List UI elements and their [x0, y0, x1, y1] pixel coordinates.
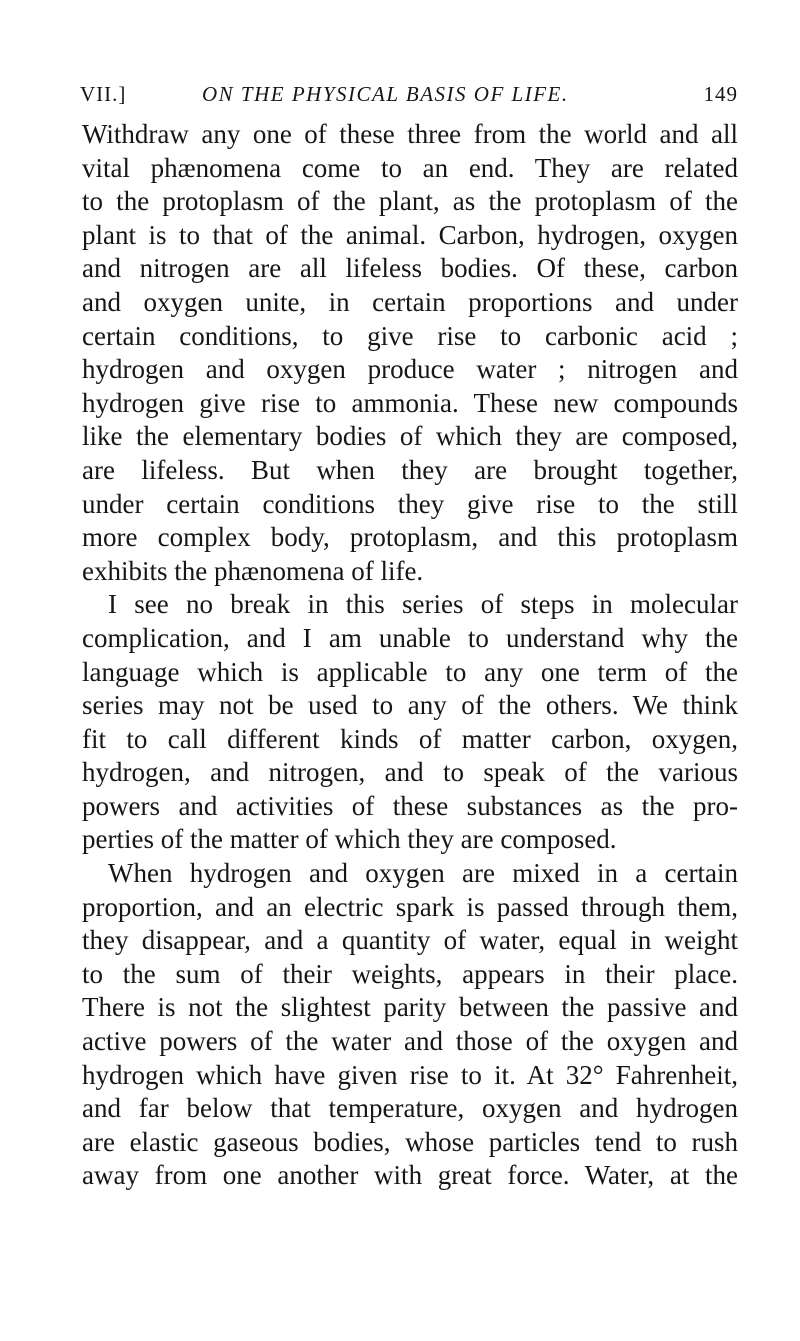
text-line: series may not be used to any of the others. We think — [82, 690, 738, 721]
text-line: like the elementary bodies of which they are composed, — [82, 421, 738, 452]
text-line: When hydrogen and oxygen are mixed in a certain — [108, 858, 738, 889]
running-header — [80, 82, 738, 114]
text-line: to the protoplasm of the plant, as the protoplasm of the — [82, 186, 738, 217]
text-line: more complex body, protoplasm, and this protoplasm — [82, 522, 738, 553]
text-line: language which is applicable to any one term of the — [82, 656, 738, 687]
text-line: vital phænomena come to an end. They are related — [82, 152, 738, 183]
text-line: complication, and I am unable to understand why the — [82, 622, 738, 653]
text-line: hydrogen which have given rise to it. At 32° Fahrenheit, — [82, 1059, 738, 1090]
body-text — [82, 118, 738, 1193]
text-line: There is not the slightest parity between the passive and — [82, 992, 738, 1023]
chapter-number: VII.] — [80, 82, 127, 106]
text-line: to the sum of their weights, appears in their place. — [82, 958, 738, 989]
page-number: 149 — [703, 82, 738, 106]
text-line: under certain conditions they give rise to the still — [82, 488, 738, 519]
text-line: are lifeless. But when they are brought together, — [82, 454, 738, 485]
text-line: Withdraw any one of these three from the world and all — [82, 119, 738, 149]
text-line: and far below that temperature, oxygen and hydrogen — [82, 1093, 738, 1124]
text-line: perties of the matter of which they are composed. — [82, 824, 617, 855]
text-line: hydrogen, and nitrogen, and to speak of the various — [82, 757, 738, 788]
text-line: and nitrogen are all lifeless bodies. Of these, carbon — [82, 253, 738, 284]
text-line: active powers of the water and those of the oxygen and — [82, 1026, 738, 1057]
text-line: and oxygen unite, in certain proportions and under — [82, 286, 738, 317]
text-line: exhibits the phænomena of life. — [82, 555, 424, 586]
text-line: I see no break in this series of steps in molecular — [108, 589, 738, 620]
text-line: they disappear, and a quantity of water, equal in weight — [82, 925, 738, 956]
text-line: hydrogen give rise to ammonia. These new compounds — [82, 387, 738, 418]
text-line: powers and activities of these substances as the pro- — [82, 790, 738, 821]
text-line: proportion, and an electric spark is passed through them, — [82, 891, 738, 922]
text-line: plant is to that of the animal. Carbon, hydrogen, oxygen — [82, 219, 738, 250]
text-line: fit to call different kinds of matter carbon, oxygen, — [82, 723, 738, 754]
text-line: away from one another with great force. Water, at the — [82, 1160, 738, 1191]
text-line: hydrogen and oxygen produce water ; nitrogen and — [82, 354, 738, 385]
running-title: ON THE PHYSICAL BASIS OF LIFE. — [202, 82, 569, 106]
text-line: are elastic gaseous bodies, whose particles tend to rush — [82, 1126, 738, 1157]
text-line: certain conditions, to give rise to carbonic acid ; — [82, 320, 738, 351]
